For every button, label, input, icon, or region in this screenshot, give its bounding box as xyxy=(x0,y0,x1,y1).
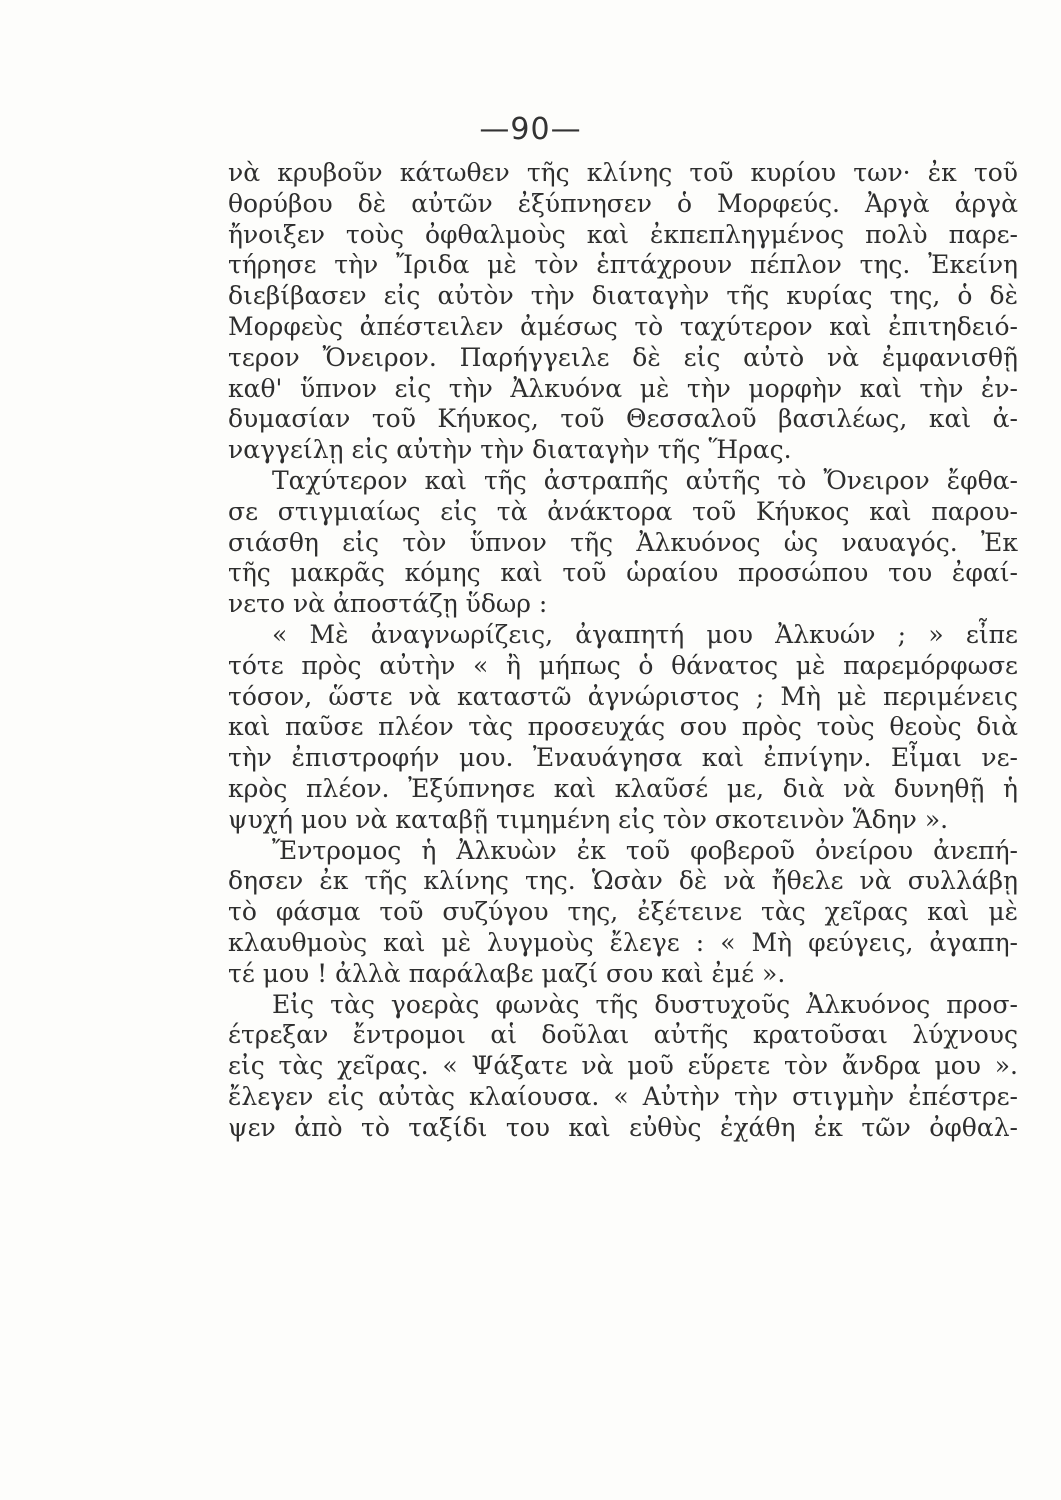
text-line: εἰς τὰς χεῖρας. « Ψάξατε νὰ μοῦ εὕρετε τὸν ἄνδρα μου ». xyxy=(228,1051,1018,1081)
text-line: Εἰς τὰς γοερὰς φωνὰς τῆς δυστυχοῦς Ἀλκυόνος προσ- xyxy=(272,989,1018,1019)
text-line: σε στιγμιαίως εἰς τὰ ἀνάκτορα τοῦ Κήυκος καὶ παρου- xyxy=(228,496,1018,526)
text-line: τήρησε τὴν Ἴριδα μὲ τὸν ἑπτάχρουν πέπλον της. Ἐκείνη xyxy=(228,250,1018,280)
text-line: καὶ παῦσε πλέον τὰς προσευχάς σου πρὸς τοὺς θεοὺς διὰ xyxy=(228,712,1018,742)
text-line: τῆς μακρᾶς κόμης καὶ τοῦ ὡραίου προσώπου του ἐφαί- xyxy=(228,558,1018,588)
text-line: καθ' ὕπνον εἰς τὴν Ἀλκυόνα μὲ τὴν μορφὴν καὶ τὴν ἐν- xyxy=(228,373,1018,403)
text-line: δυμασίαν τοῦ Κήυκος, τοῦ Θεσσαλοῦ βασιλέως, καὶ ἀ- xyxy=(228,404,1018,434)
text-line: Ταχύτερον καὶ τῆς ἀστραπῆς αὐτῆς τὸ Ὄνειρον ἔφθα- xyxy=(272,465,1018,495)
text-line: ψεν ἀπὸ τὸ ταξίδι του καὶ εὐθὺς ἐχάθη ἐκ τῶν ὀφθαλ- xyxy=(228,1112,1018,1142)
text-line: νετο νὰ ἀποστάζῃ ὕδωρ : xyxy=(228,589,548,619)
text-line: Μορφεὺς ἀπέστειλεν ἀμέσως τὸ ταχύτερον καὶ ἐπιτηδειό- xyxy=(228,311,1018,341)
text-line: « Μὲ ἀναγνωρίζεις, ἀγαπητή μου Ἀλκυών ; » εἶπε xyxy=(272,619,1018,649)
text-line: διεβίβασεν εἰς αὐτὸν τὴν διαταγὴν τῆς κυρίας της, ὁ δὲ xyxy=(228,281,1018,311)
text-line: κλαυθμοὺς καὶ μὲ λυγμοὺς ἔλεγε : « Μὴ φεύγεις, ἀγαπη- xyxy=(228,927,1018,957)
text-line: ψυχή μου νὰ καταβῇ τιμημένη εἰς τὸν σκοτεινὸν Ἅδην ». xyxy=(228,804,949,834)
text-line: δησεν ἐκ τῆς κλίνης της. Ὡσὰν δὲ νὰ ἤθελε νὰ συλλάβῃ xyxy=(228,866,1018,896)
text-line: σιάσθη εἰς τὸν ὕπνον τῆς Ἀλκυόνος ὡς ναυαγός. Ἐκ xyxy=(228,527,1018,557)
text-line: θορύβου δὲ αὐτῶν ἐξύπνησεν ὁ Μορφεύς. Ἀργὰ ἀργὰ xyxy=(228,188,1018,218)
text-line: τότε πρὸς αὐτὴν « ἢ μήπως ὁ θάνατος μὲ παρεμόρφωσε xyxy=(228,650,1018,680)
text-line: κρὸς πλέον. Ἐξύπνησε καὶ κλαῦσέ με, διὰ νὰ δυνηθῇ ἡ xyxy=(228,773,1018,803)
text-line: τὴν ἐπιστροφήν μου. Ἐναυάγησα καὶ ἐπνίγην. Εἶμαι νε- xyxy=(228,743,1018,773)
text-line: τερον Ὄνειρον. Παρήγγειλε δὲ εἰς αὐτὸ νὰ ἐμφανισθῇ xyxy=(228,342,1018,372)
text-line: τὸ φάσμα τοῦ συζύγου της, ἐξέτεινε τὰς χεῖρας καὶ μὲ xyxy=(228,897,1018,927)
text-line: ἔλεγεν εἰς αὐτὰς κλαίουσα. « Αὐτὴν τὴν στιγμὴν ἐπέστρε- xyxy=(228,1081,1018,1111)
text-line: Ἔντρομος ἡ Ἀλκυὼν ἐκ τοῦ φοβεροῦ ὀνείρου ἀνεπή- xyxy=(272,835,1018,865)
text-line: ναγγείλῃ εἰς αὐτὴν τὴν διαταγὴν τῆς Ἥρας. xyxy=(228,435,792,465)
text-line: ἤνοιξεν τοὺς ὀφθαλμοὺς καὶ ἐκπεπληγμένος πολὺ παρε- xyxy=(228,219,1018,249)
text-line: έτρεξαν ἔντρομοι αἱ δοῦλαι αὐτῆς κρατοῦσαι λύχνους xyxy=(228,1020,1018,1050)
body-text xyxy=(228,158,1018,1144)
text-line: τέ μου ! ἀλλὰ παράλαβε μαζί σου καὶ ἐμέ ». xyxy=(228,958,786,988)
text-line: τόσον, ὥστε νὰ καταστῶ ἀγνώριστος ; Μὴ μὲ περιμένεις xyxy=(228,681,1018,711)
page-number: —90— xyxy=(479,112,582,147)
text-line: νὰ κρυβοῦν κάτωθεν τῆς κλίνης τοῦ κυρίου των· ἐκ τοῦ xyxy=(228,158,1018,187)
